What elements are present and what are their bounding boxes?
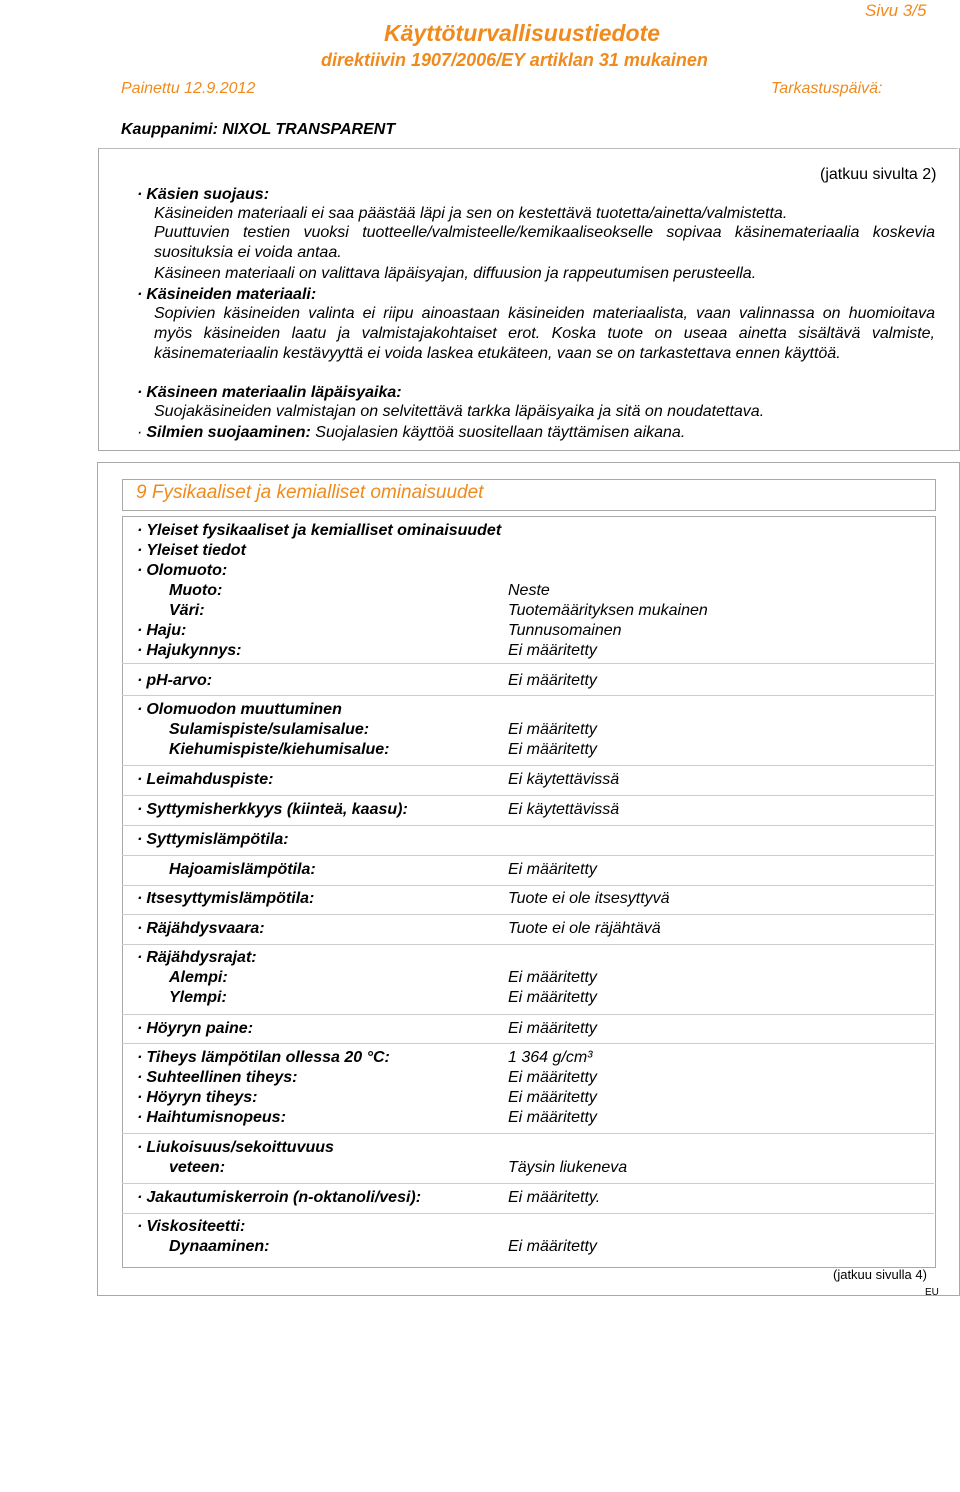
vari-value: Tuotemäärityksen mukainen [508,602,708,619]
row-divider [122,1213,934,1214]
general-info-label: · Yleiset tiedot [137,542,246,559]
eye-protection: · Silmien suojaaminen: Suojalasien käyttöä suositellaan täyttämisen aikana. [137,424,686,441]
row-divider [122,885,934,886]
dynamic-label: Dynaaminen: [169,1238,270,1255]
evaporation-label: · Haihtumisnopeus: [137,1109,286,1126]
document-subtitle: direktiivin 1907/2006/EY artiklan 31 mukainen [321,50,708,70]
lower-limit-value: Ei määritetty [508,969,597,986]
flammability-value: Ei käytettävissä [508,801,620,818]
page-number: Sivu 3/5 [865,1,927,20]
autoignition-label: · Itsesyttymislämpötila: [137,890,315,907]
solubility-label: · Liukoisuus/sekoittuvuus [137,1139,334,1156]
section9-heading: 9 Fysikaaliset ja kemialliset ominaisuudet [136,482,484,503]
row-divider [122,855,934,856]
boiling-value: Ei määritetty [508,741,597,758]
glove-material-text: Sopivien käsineiden valinta ei riipu ainoastaan käsineiden materiaalista, vaan valinnassa on huomioitava myös käsineiden laatu ja valmistajakohtaiset erot. Koska tuote on useaa ainetta sisältävä valmiste, käsinemateriaalin kestävyyttä ei voida laskea etukäteen, vaan se on tarkastettava ennen käyttöä. [154,305,935,362]
autoignition-value: Tuote ei ole itsesyttyvä [508,890,670,907]
melting-value: Ei määritetty [508,721,597,738]
melting-label: Sulamispiste/sulamisalue: [169,721,370,738]
continued-on: (jatkuu sivulla 4) [833,1267,927,1282]
density-label: · Tiheys lämpötilan ollessa 20 °C: [137,1049,390,1066]
water-label: veteen: [169,1159,226,1176]
row-divider [122,663,934,664]
upper-limit-value: Ei määritetty [508,989,597,1006]
row-divider [122,795,934,796]
row-divider [122,825,934,826]
review-date: Tarkastuspäivä: [771,80,883,97]
lower-limit-label: Alempi: [169,969,228,986]
explosion-label: · Räjähdysvaara: [137,920,265,937]
ph-value: Ei määritetty [508,672,597,689]
hand-protection-line1: Käsineiden materiaali ei saa päästää läpi ja sen on kestettävä tuotetta/ainetta/valmistetta. [154,205,788,222]
hajukynnys-value: Ei määritetty [508,642,597,659]
general-props-label: · Yleiset fysikaaliset ja kemialliset ominaisuudet [137,522,502,539]
haju-label: · Haju: [137,622,187,639]
trade-name: Kauppanimi: NIXOL TRANSPARENT [121,121,396,138]
row-divider [122,765,934,766]
relative-density-value: Ei määritetty [508,1069,597,1086]
row-divider [122,1133,934,1134]
decomposition-label: Hajoamislämpötila: [169,861,316,878]
relative-density-label: · Suhteellinen tiheys: [137,1069,298,1086]
hand-protection-label: · Käsien suojaus: [137,186,270,203]
vapour-density-value: Ei määritetty [508,1089,597,1106]
penetration-text: Suojakäsineiden valmistajan on selvitettävä tarkka läpäisyaika ja sitä on noudatettava. [154,403,765,420]
partition-value: Ei määritetty. [508,1189,601,1206]
hajukynnys-label: · Hajukynnys: [137,642,242,659]
flash-value: Ei käytettävissä [508,771,620,788]
vapour-pressure-label: · Höyryn paine: [137,1020,254,1037]
boiling-label: Kiehumispiste/kiehumisalue: [169,741,390,758]
ignition-label: · Syttymislämpötila: [137,831,289,848]
continued-from: (jatkuu sivulta 2) [820,166,937,183]
vari-label: Väri: [169,602,205,619]
muoto-value: Neste [508,582,550,599]
flash-label: · Leimahduspiste: [137,771,274,788]
row-divider [122,695,934,696]
flammability-label: · Syttymisherkkyys (kiinteä, kaasu): [137,801,408,818]
row-divider [122,914,934,915]
row-divider [122,1014,934,1015]
row-divider [122,944,934,945]
partition-label: · Jakautumiskerroin (n-oktanoli/vesi): [137,1189,422,1206]
form-label: · Olomuoto: [137,562,228,579]
decomposition-value: Ei määritetty [508,861,597,878]
ph-label: · pH-arvo: [137,672,213,689]
explosion-limits-label: · Räjähdysrajat: [137,949,257,966]
hand-protection-line3: Käsineen materiaali on valittava läpäisyajan, diffuusion ja rappeutumisen perusteella. [154,265,757,282]
muoto-label: Muoto: [169,582,223,599]
penetration-label: · Käsineen materiaalin läpäisyaika: [137,384,402,401]
document-title: Käyttöturvallisuustiedote [384,20,661,46]
state-change-label: · Olomuodon muuttuminen [137,701,342,718]
eu-mark: EU [925,1287,939,1298]
explosion-value: Tuote ei ole räjähtävä [508,920,661,937]
water-value: Täysin liukeneva [508,1159,628,1176]
row-divider [122,1183,934,1184]
hand-protection-para2: Puuttuvien testien vuoksi tuotteelle/valmisteelle/kemikaaliseokselle sopivaa käsinemateriaalia koskevia suosituksia ei voida antaa. [154,224,935,261]
printed-date: Painettu 12.9.2012 [121,80,256,97]
upper-limit-label: Ylempi: [169,989,227,1006]
vapour-density-label: · Höyryn tiheys: [137,1089,258,1106]
glove-material-label: · Käsineiden materiaali: [137,286,317,303]
haju-value: Tunnusomainen [508,622,622,639]
vapour-pressure-value: Ei määritetty [508,1020,597,1037]
evaporation-value: Ei määritetty [508,1109,597,1126]
viscosity-label: · Viskositeetti: [137,1218,246,1235]
dynamic-value: Ei määritetty [508,1238,597,1255]
row-divider [122,1043,934,1044]
density-value: 1 364 g/cm³ [508,1049,593,1066]
